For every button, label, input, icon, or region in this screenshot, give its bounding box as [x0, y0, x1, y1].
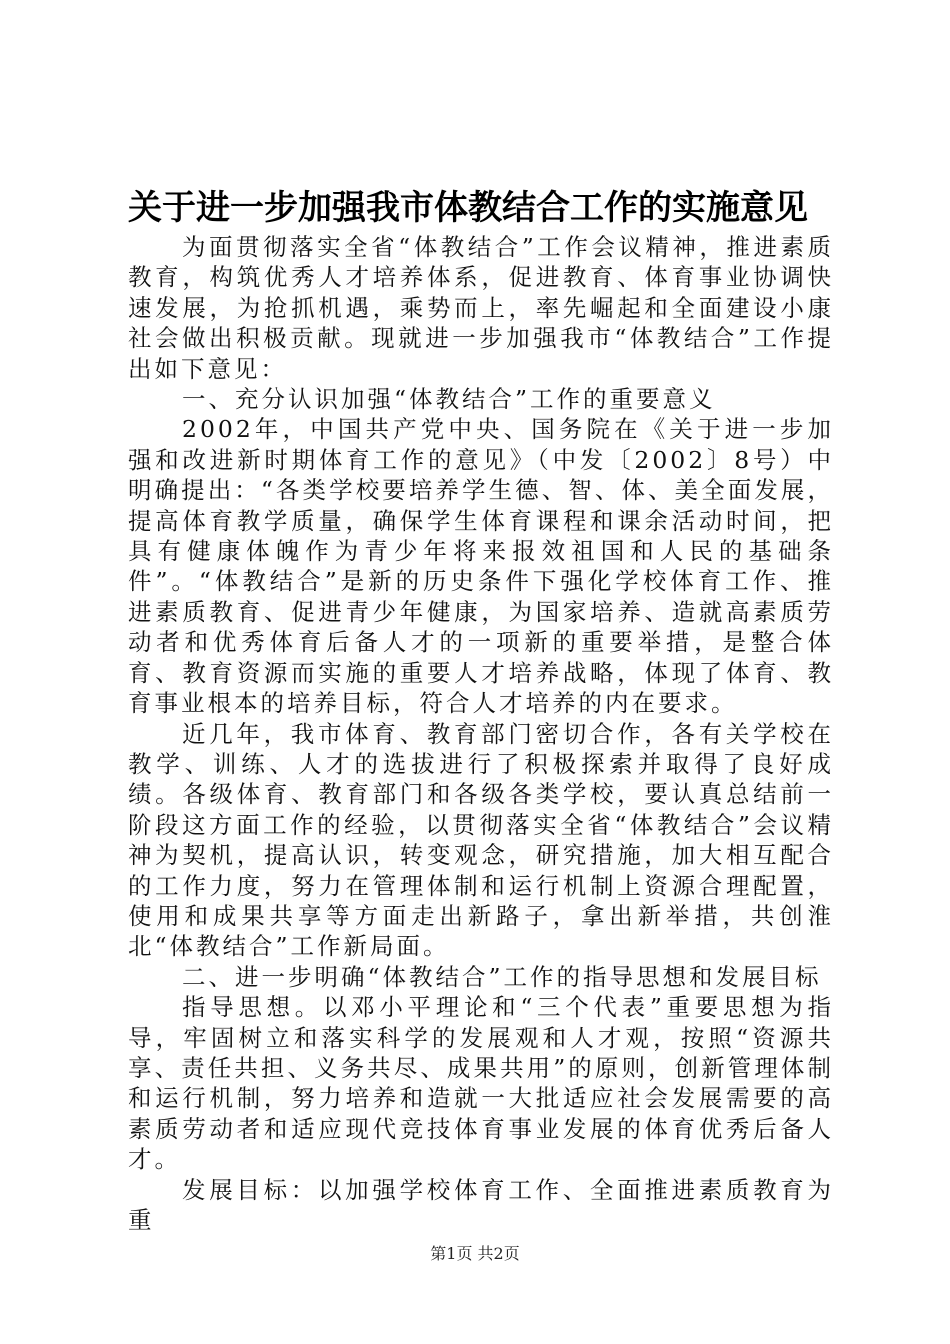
paragraph-guiding-thought: 指导思想。以邓小平理论和“三个代表”重要思想为指导，牢固树立和落实科学的发展观和人才观，按照“资源共享、责任共担、义务共尽、成果共用”的原则，创新管理体制和运行机制，努力培养和造就一大批适应社会发展需要的高素质劳动者和适应现代竞技体育事业发展的体育优秀后备人才。: [128, 993, 834, 1174]
paragraph-recent-years: 近几年，我市体育、教育部门密切合作，各有关学校在教学、训练、人才的选拔进行了积极探索并取得了良好成绩。各级体育、教育部门和各级各类学校，要认真总结前一阶段这方面工作的经验，以贯彻落实全省“体教结合”会议精神为契机，提高认识，转变观念，研究措施，加大相互配合的工作力度，努力在管理体制和运行机制上资源合理配置，使用和成果共享等方面走出新路子，拿出新举措，共创淮北“体教结合”工作新局面。: [128, 719, 834, 961]
paragraph-2002-policy: 2002年，中国共产党中央、国务院在《关于进一步加强和改进新时期体育工作的意见》（中发〔2002〕8号）中明确提出：“各类学校要培养学生德、智、体、美全面发展，提高体育教学质量，确保学生体育课程和课余活动时间，把具有健康体魄作为青少年将来报效祖国和人民的基础条件”。“体教结合”是新的历史条件下强化学校体育工作、推进素质教育、促进青少年健康，为国家培养、造就高素质劳动者和优秀体育后备人才的一项新的重要举措，是整合体育、教育资源而实施的重要人才培养战略，体现了体育、教育事业根本的培养目标，符合人才培养的内在要求。: [128, 415, 834, 718]
section-heading-2: 二、进一步明确“体教结合”工作的指导思想和发展目标: [182, 962, 822, 991]
document-body: [128, 232, 834, 1235]
paragraph-development-goal: 发展目标：以加强学校体育工作、全面推进素质教育为重: [128, 1175, 834, 1234]
page-number-footer: 第1页 共2页: [430, 1244, 520, 1263]
section-heading-1: 一、充分认识加强“体教结合”工作的重要意义: [182, 385, 716, 414]
document-title: 关于进一步加强我市体教结合工作的实施意见: [128, 188, 808, 228]
paragraph-intro: 为面贯彻落实全省“体教结合”工作会议精神，推进素质教育，构筑优秀人才培养体系，促进教育、体育事业协调快速发展，为抢抓机遇，乘势而上，率先崛起和全面建设小康社会做出积极贡献。现就进一步加强我市“体教结合”工作提出如下意见：: [128, 233, 834, 383]
